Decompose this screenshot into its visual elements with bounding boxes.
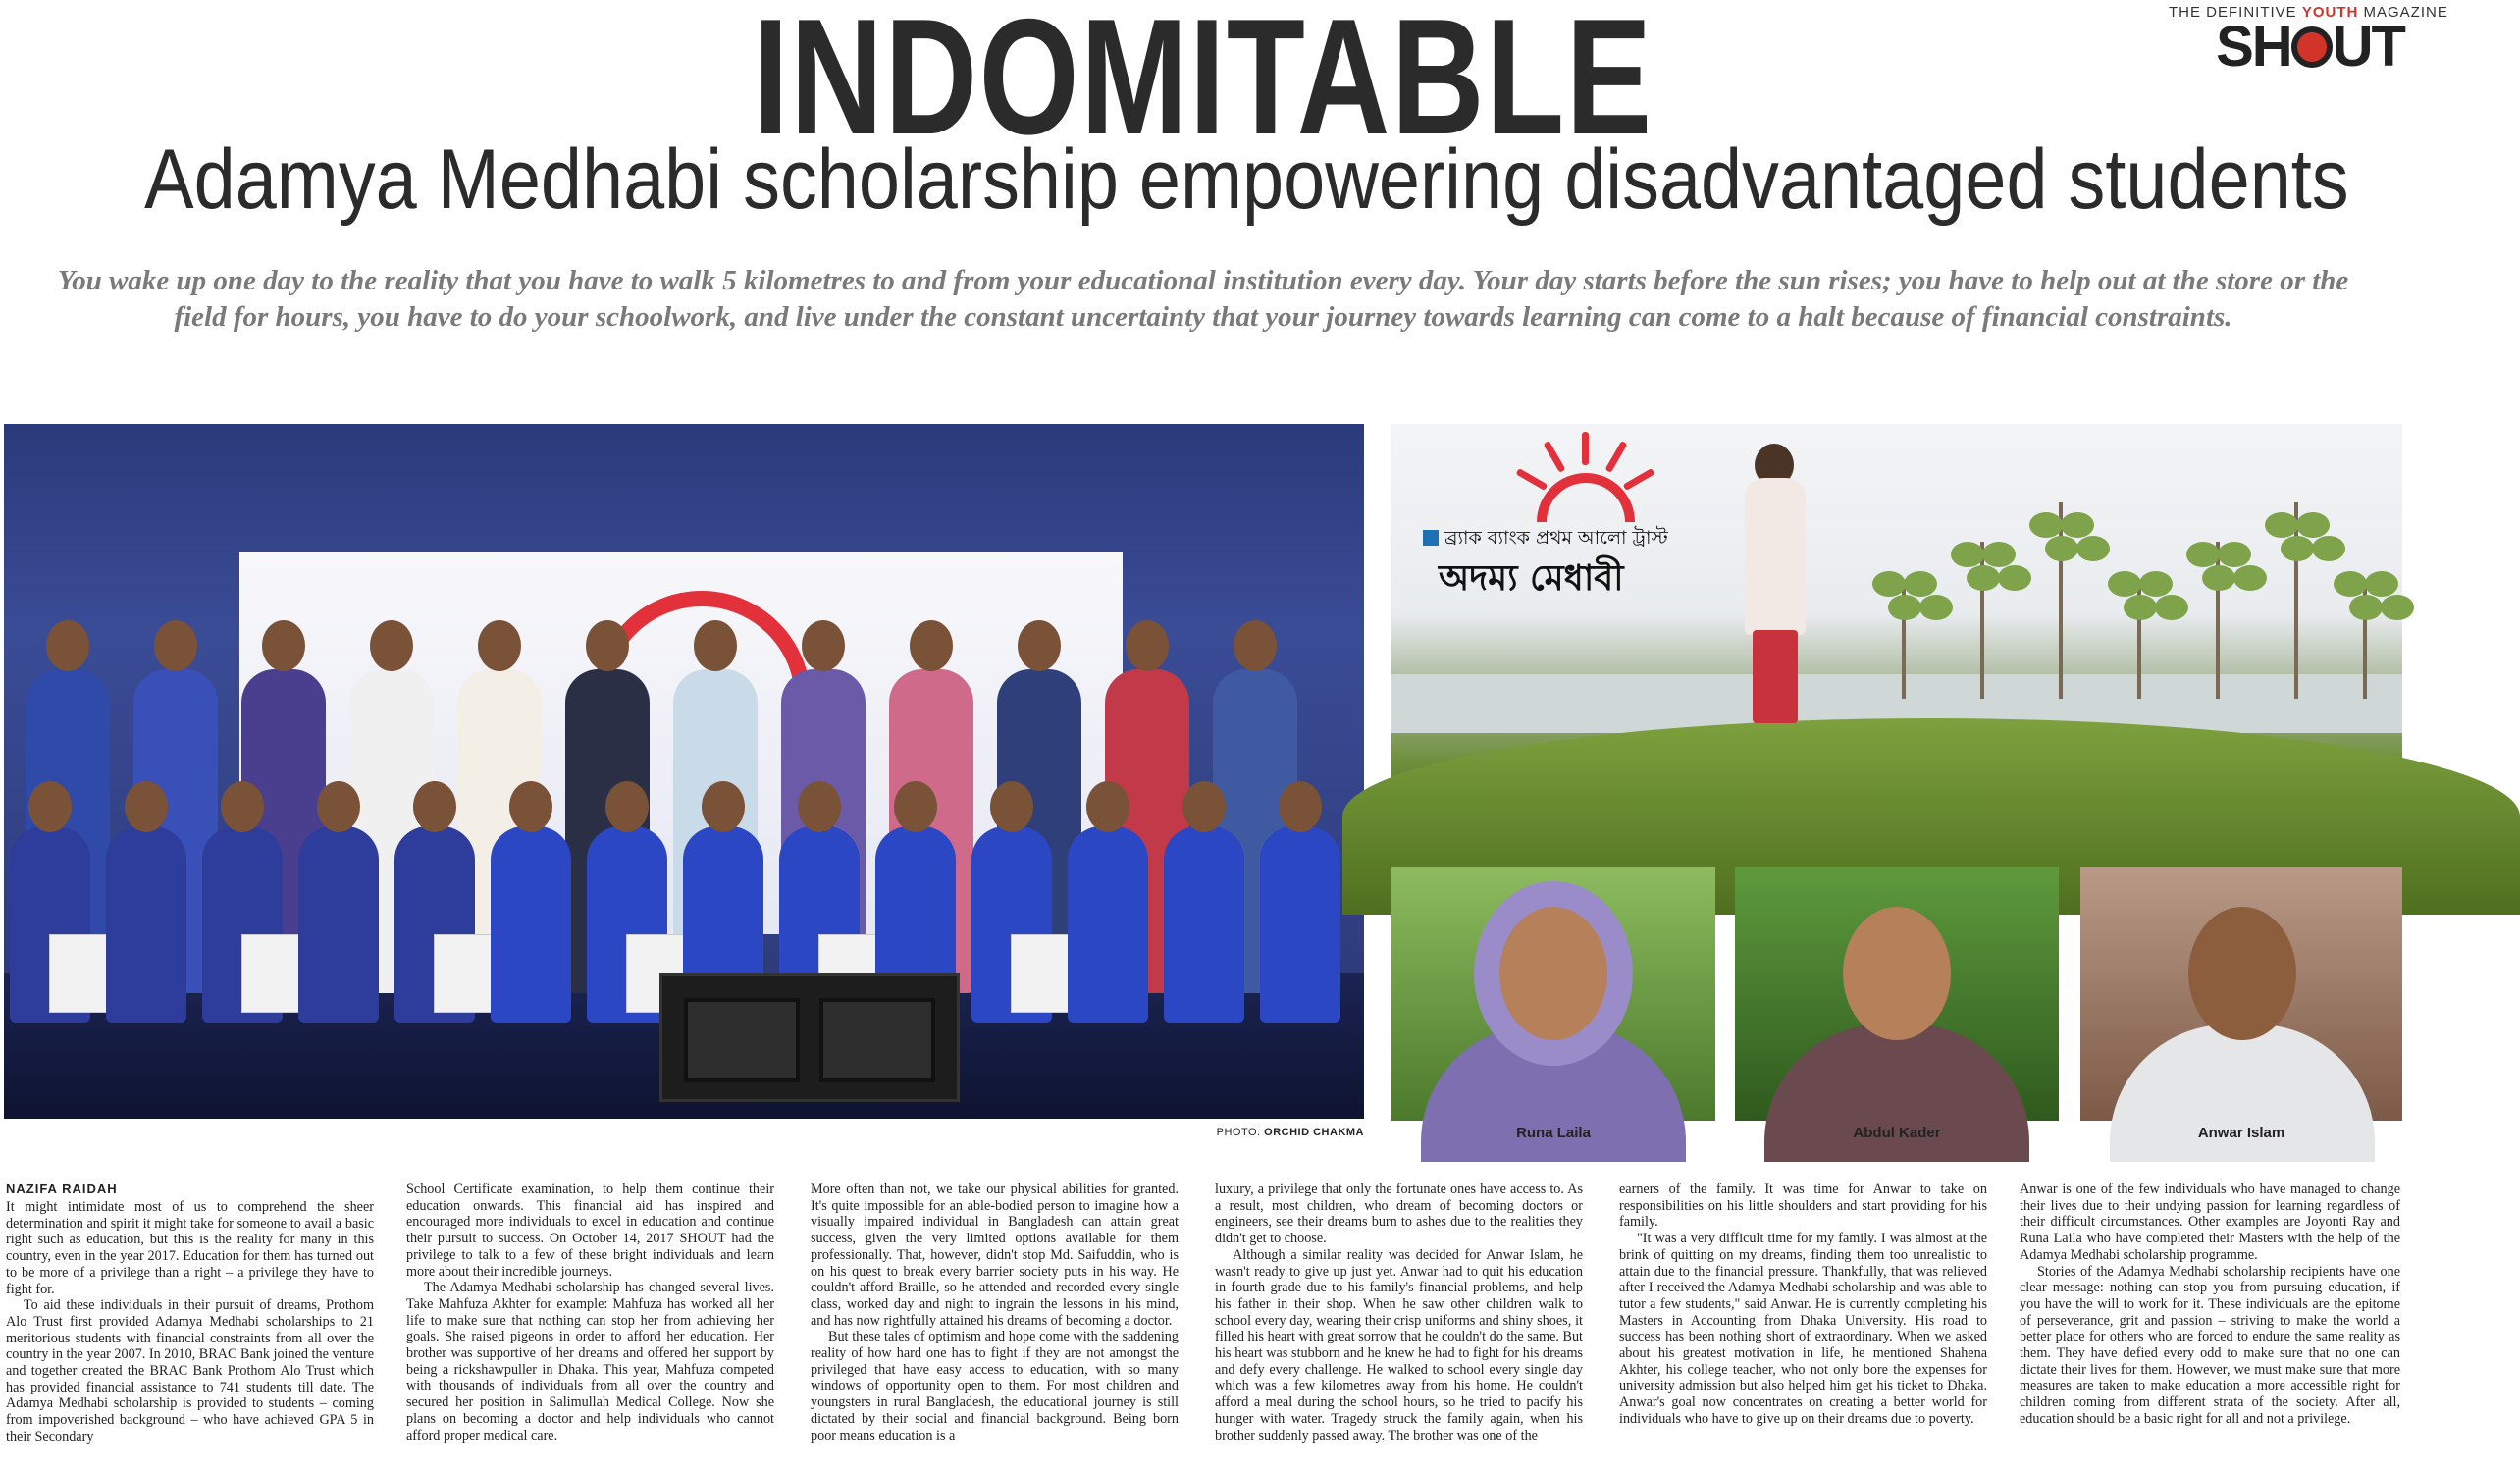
gift-bag [241,934,304,1013]
portrait-clothing [1421,1025,1686,1162]
tree-leaves [1951,542,1984,567]
seated-student [1068,826,1148,1023]
person-head [154,620,197,671]
person-head [262,620,305,671]
body-column-6: Anwar is one of the few individuals who have managed to change their lives due to their undying passion for learning regardless of their difficult circumstances. Other examples are Joyonti Ray and Runa Laila who have completed their Masters with the help of the Adamya Medhabi scholarship programme. Stories of the Adamya Medhabi scholarship recipients have one clear message: nothing can stop you from pursuing education, if you have the will to work for it. These individuals are the epitome of perseverance, grit and passion – striving to make the world a better place for others who are forced to endure the same reality as them. They have defied every odd to make sure that no one can dictate their lives for them. However, we must make sure that more measures are taken to make education a more accessible right for children coming from different strata of the society. After all, education should be a basic right for all and not a privilege. [2020,1182,2400,1427]
portrait-face [1499,907,1607,1040]
tree-leaves [2281,536,2314,561]
person-head [910,620,953,671]
logo-program-name: অদম্য মেধাবী [1439,558,1624,599]
body-column-4: luxury, a privilege that only the fortunate ones have access to. As a result, most children, who dream of becoming doctors or engineers, see their dreams burn to ashes due to the realities they didn't get to choose. Although a similar reality was decided for Anwar Islam, he wasn't ready to give up just yet. Anwar had to quit his education in fourth grade due to his family's financial problems, and help his father in their shop. When he saw other children walk to school every day, wearing their crisp uniforms and shiny shoes, it filled his heart with great sorrow that he couldn't do the same. But his heart was stubborn and he knew he had to fight for his dreams and defy every challenge. He walked to school every single day which was a few kilometres away from his home. He couldn't afford a meal during the school hours, so he tried to pacify his hunger with water. Tragedy struck the family again, when his brother suddenly passed away. The brother was one of the [1215,1182,1583,1444]
portrait-anwar-islam [2080,867,2402,1121]
photo-credit: PHOTO: ORCHID CHAKMA [1216,1127,1364,1138]
main-event-photo [4,424,1364,1119]
student-head [413,781,456,832]
student-head [1279,781,1322,832]
tree-leaves [1904,571,1937,597]
person-head [1234,620,1277,671]
student-head [605,781,649,832]
student-head [702,781,745,832]
tree-leaves [2029,512,2063,538]
tree-leaves [2124,595,2157,620]
tree-leaves [2265,512,2298,538]
person-head [1018,620,1061,671]
shout-logo: SH UT [2216,15,2404,79]
seated-student [298,826,379,1023]
walker-legs [1753,630,1798,723]
portrait-abdul-kader [1735,867,2059,1121]
walker-body [1745,478,1806,635]
body-column-1: It might intimidate most of us to comprehend the sheer determination and spirit it might take for someone to avail a basic right such as education, but this is the reality for many in this country, even in the year 2017. Education for them has turned out to be more of a privilege than a right – a privilege they have to fight for. To aid these individuals in their pursuit of dreams, Prothom Alo Trust first provided Adamya Medhabi scholarships to 21 meritorious students with financial constraints from all over the country in the year 2007. In 2010, BRAC Bank joined the venture and together created the BRAC Bank Prothom Alo Trust which has provided financial assistance to 741 students till date. The Adamya Medhabi scholarship is provided to students – coming from impoverished background – who have achieved GPA 5 in their Secondary [6,1199,374,1445]
adamya-medhabi-logo [1419,424,1723,620]
subheadline: Adamya Medhabi scholarship empowering disadvantaged students [144,132,2349,227]
logo-sun-icon [1537,473,1635,522]
seated-student [1164,826,1244,1023]
logo-trust-name: ব্র্যাক ব্যাংক প্রথম আলো ট্রাস্ট [1423,524,1737,555]
tree-leaves [2155,595,2188,620]
portrait-clothing [2110,1025,2375,1162]
portrait-clothing [1764,1025,2029,1162]
person-head [46,620,89,671]
body-column-5: earners of the family. It was time for Anwar to take on responsibilities on his little shoulders and start providing for his family. "It was a very difficult time for my family. I was almost at the brink of quitting on my dreams, finding them too unrealistic to attain due to the financial pressure. Thankfully, that was relieved after I received the Adamya Medhabi scholarship and was able to tutor a few students," said Anwar. He is currently completing his Masters in Accounting from Dhaka University. His road to success has been nothing short of extraordinary. When we asked about his greatest motivation in life, he mentioned Shahena Akhter, his college teacher, who not only bore the expenses for university admission but also helped him get his ticket to Dhaka. Anwar's goal now concentrates on creating a better world for individuals who have to give up on their dreams due to poverty. [1619,1182,1987,1427]
tree-leaves [2334,571,2367,597]
tree-leaves [1967,565,2000,591]
intro-paragraph: You wake up one day to the reality that you have to walk 5 kilometres to and from your educational institution every day. Your day starts before the sun rises; you have to help out at the store or the field for hours, you have to do your schoolwork, and live under the constant uncertainty that your journey towards learning can come to a halt because of financial constraints. [57,265,2349,333]
tree-leaves [2139,571,2173,597]
tree-leaves [2365,571,2398,597]
sun-ray-icon [1582,432,1589,465]
tree-leaves [1982,542,2016,567]
tree-leaves [2061,512,2094,538]
student-head [1086,781,1129,832]
person-head [370,620,413,671]
tree-leaves [2312,536,2345,561]
tree-leaves [1998,565,2031,591]
student-head [28,781,72,832]
caption-runa-laila: Runa Laila [1516,1125,1591,1141]
tree-leaves [1888,595,1921,620]
student-head [317,781,360,832]
tree-leaves [1919,595,1953,620]
byline: NAZIFA RAIDAH [6,1182,118,1196]
sun-ray-icon [1604,441,1627,473]
headline: INDOMITABLE [753,0,1654,169]
person-head [1126,620,1169,671]
brand-tagline: THE DEFINITIVE YOUTH MAGAZINE [2169,4,2448,21]
brac-bank-icon [1423,530,1439,546]
seated-student [106,826,186,1023]
portrait-runa-laila [1391,867,1715,1121]
body-column-3: More often than not, we take our physical abilities for granted. It's quite impossible for an able-bodied person to imagine how a visually impaired individual in Bangladesh can attain great success, given the very limited options available for them professionally. That, however, didn't stop Md. Saifuddin, who is on his quest to break every barrier society puts in his way. He couldn't afford Braille, so he attended and recorded every single class, worked day and night to ingrain the lessons in his mind, and has now rightfully attained his dreams of becoming a doctor. But these tales of optimism and hope come with the saddening reality of how hard one has to fight if they are not amongst the privileged that have easy access to education, with so many windows of opportunity open to them. For most children and youngsters in rural Bangladesh, the educational journey is still dictated by their social and financial background. Being born poor means education is a [811,1182,1179,1444]
tree-leaves [2186,542,2220,567]
tree-leaves [2218,542,2251,567]
person-head [802,620,845,671]
landscape-walker-photo [1391,424,2402,846]
tree-leaves [2045,536,2078,561]
tree-leaves [2108,571,2141,597]
portrait-face [2188,907,2296,1040]
person-head [694,620,737,671]
tree-leaves [2349,595,2383,620]
seated-student [1260,826,1340,1023]
shout-brand [2169,4,2448,79]
tree-leaves [2076,536,2110,561]
caption-abdul-kader: Abdul Kader [1853,1125,1941,1141]
sun-ray-icon [1543,441,1565,473]
student-head [894,781,937,832]
seated-student [491,826,571,1023]
sun-ray-icon [1515,468,1548,491]
stage-speaker [659,973,960,1102]
body-column-2: School Certificate examination, to help them continue their education onwards. This financial aid has inspired and encouraged more individuals to excel in education and continue their pursuit to success. On October 14, 2017 SHOUT had the privilege to talk to a few of these bright individuals and learn more about their incredible journeys. The Adamya Medhabi scholarship has changed several lives. Take Mahfuza Akhter for example: Mahfuza has worked all her life to make sure that nothing can stop her from achieving her goals. She raised pigeons in order to afford her education. Her brother was supportive of her dreams and offered her support by being a rickshawpuller in Dhaka. This year, Mahfuza competed with thousands of individuals from all over the country and secured her position in Salimullah Medical College. Now she plans on becoming a doctor and help individuals who cannot afford proper medical care. [406,1182,774,1444]
student-head [1182,781,1226,832]
portrait-face [1843,907,1951,1040]
gift-bag [434,934,497,1013]
tree-leaves [2202,565,2235,591]
tree-leaves [2233,565,2267,591]
tree-leaves [1872,571,1906,597]
caption-anwar-islam: Anwar Islam [2197,1125,2285,1141]
student-head [221,781,264,832]
student-head [125,781,168,832]
shout-logo-o-icon [2291,26,2333,68]
gift-bag [1011,934,1074,1013]
person-head [478,620,521,671]
tree-leaves [2381,595,2414,620]
student-head [990,781,1033,832]
tree-leaves [2296,512,2330,538]
gift-bag [49,934,112,1013]
student-head [509,781,552,832]
person-head [586,620,629,671]
sun-ray-icon [1623,468,1655,491]
student-head [798,781,841,832]
